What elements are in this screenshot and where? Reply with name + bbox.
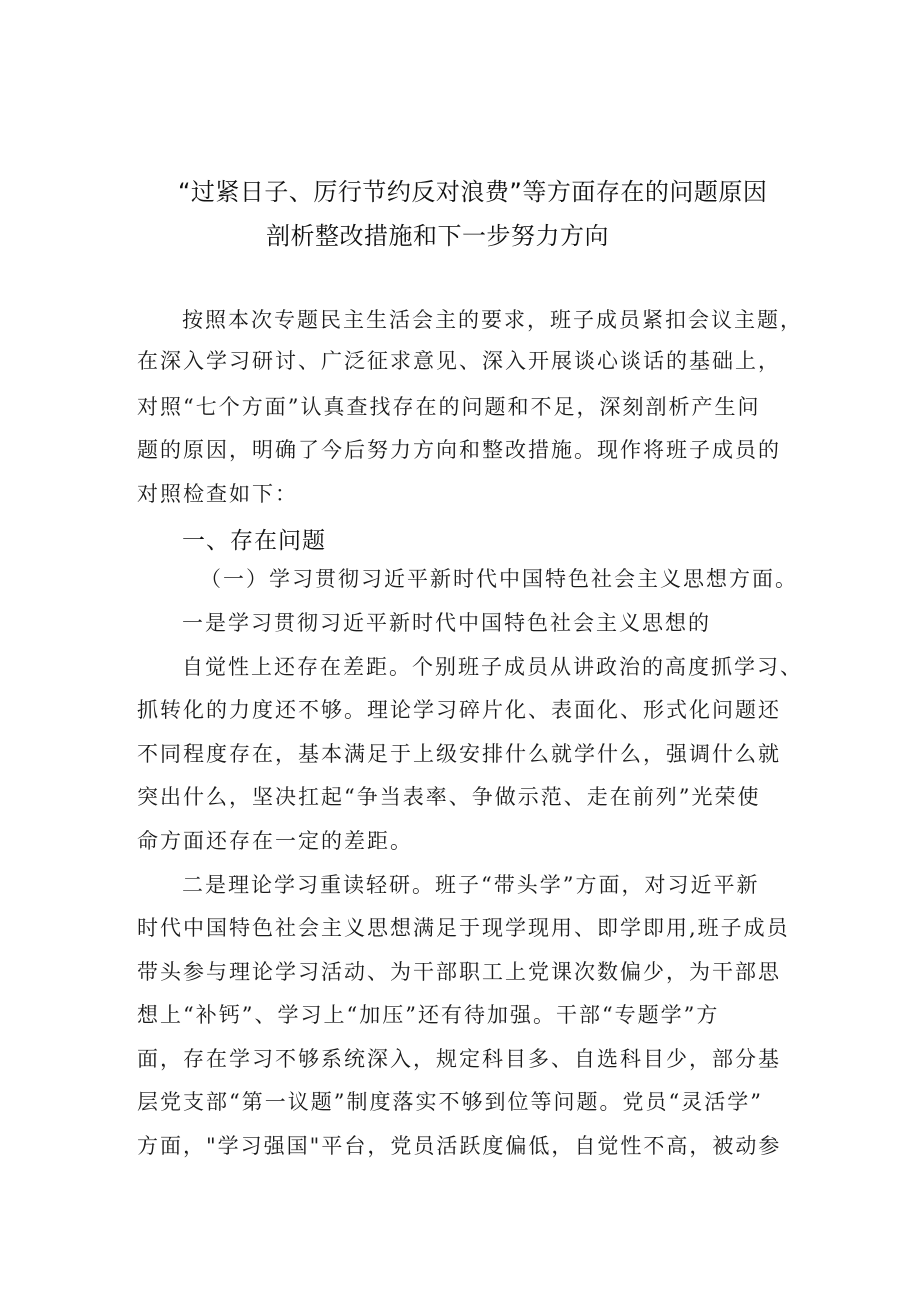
intro-line-1: 按照本次专题民主生活会主的要求，班子成员紧扣会议主题， (182, 308, 803, 332)
section-heading: 一、存在问题 (182, 528, 326, 554)
intro-line-5: 对照检查如下： (137, 482, 298, 506)
point-one-line-3: 抓转化的力度还不够。理论学习碎片化、表面化、形式化问题还 (137, 698, 781, 722)
point-two-line-5: 面，存在学习不够系统深入，规定科目多、自选科目少，部分基 (137, 1047, 781, 1071)
intro-line-4: 题的原因，明确了今后努力方向和整改措施。现作将班子成员的 (137, 438, 781, 462)
point-two-line-4: 想上“补钙”、学习上“加压”还有待加强。干部“专题学”方 (137, 1003, 720, 1027)
intro-line-2: 在深入学习研讨、广泛征求意见、深入开展谈心谈话的基础上， (137, 349, 781, 373)
subsection-heading: （一）学习贯彻习近平新时代中国特色社会主义思想方面。 (200, 567, 798, 591)
intro-line-3: 对照“七个方面”认真查找存在的问题和不足，深刻剖析产生问 (137, 395, 761, 419)
point-two-line-2: 时代中国特色社会主义思想满足于现学现用、即学即用,班子成员 (137, 916, 790, 940)
point-two-line-7: 方面，"学习强国"平台，党员活跃度偏低，自觉性不高，被动参 (137, 1134, 782, 1158)
document-title-line-2: 剖析整改措施和下一步努力方向 (266, 222, 609, 250)
point-one-line-2: 自觉性上还存在差距。个别班子成员从讲政治的高度抓学习、 (182, 655, 803, 679)
point-one-line-5: 突出什么，坚决扛起“争当表率、争做示范、走在前列”光荣使 (137, 785, 761, 809)
point-one-line-1: 一是学习贯彻习近平新时代中国特色社会主义思想的 (182, 611, 711, 635)
document-title-line-1: “过紧日子、厉行节约反对浪费”等方面存在的问题原因 (178, 178, 768, 206)
point-one-line-6: 命方面还存在一定的差距。 (137, 829, 413, 853)
point-two-line-6: 层党支部“第一议题”制度落实不够到位等问题。党员“灵活学” (137, 1090, 763, 1114)
point-one-line-4: 不同程度存在，基本满足于上级安排什么就学什么，强调什么就 (137, 742, 781, 766)
point-two-line-1: 二是理论学习重读轻研。班子“带头学”方面，对习近平新 (182, 873, 760, 897)
point-two-line-3: 带头参与理论学习活动、为干部职工上党课次数偏少，为干部思 (137, 960, 781, 984)
